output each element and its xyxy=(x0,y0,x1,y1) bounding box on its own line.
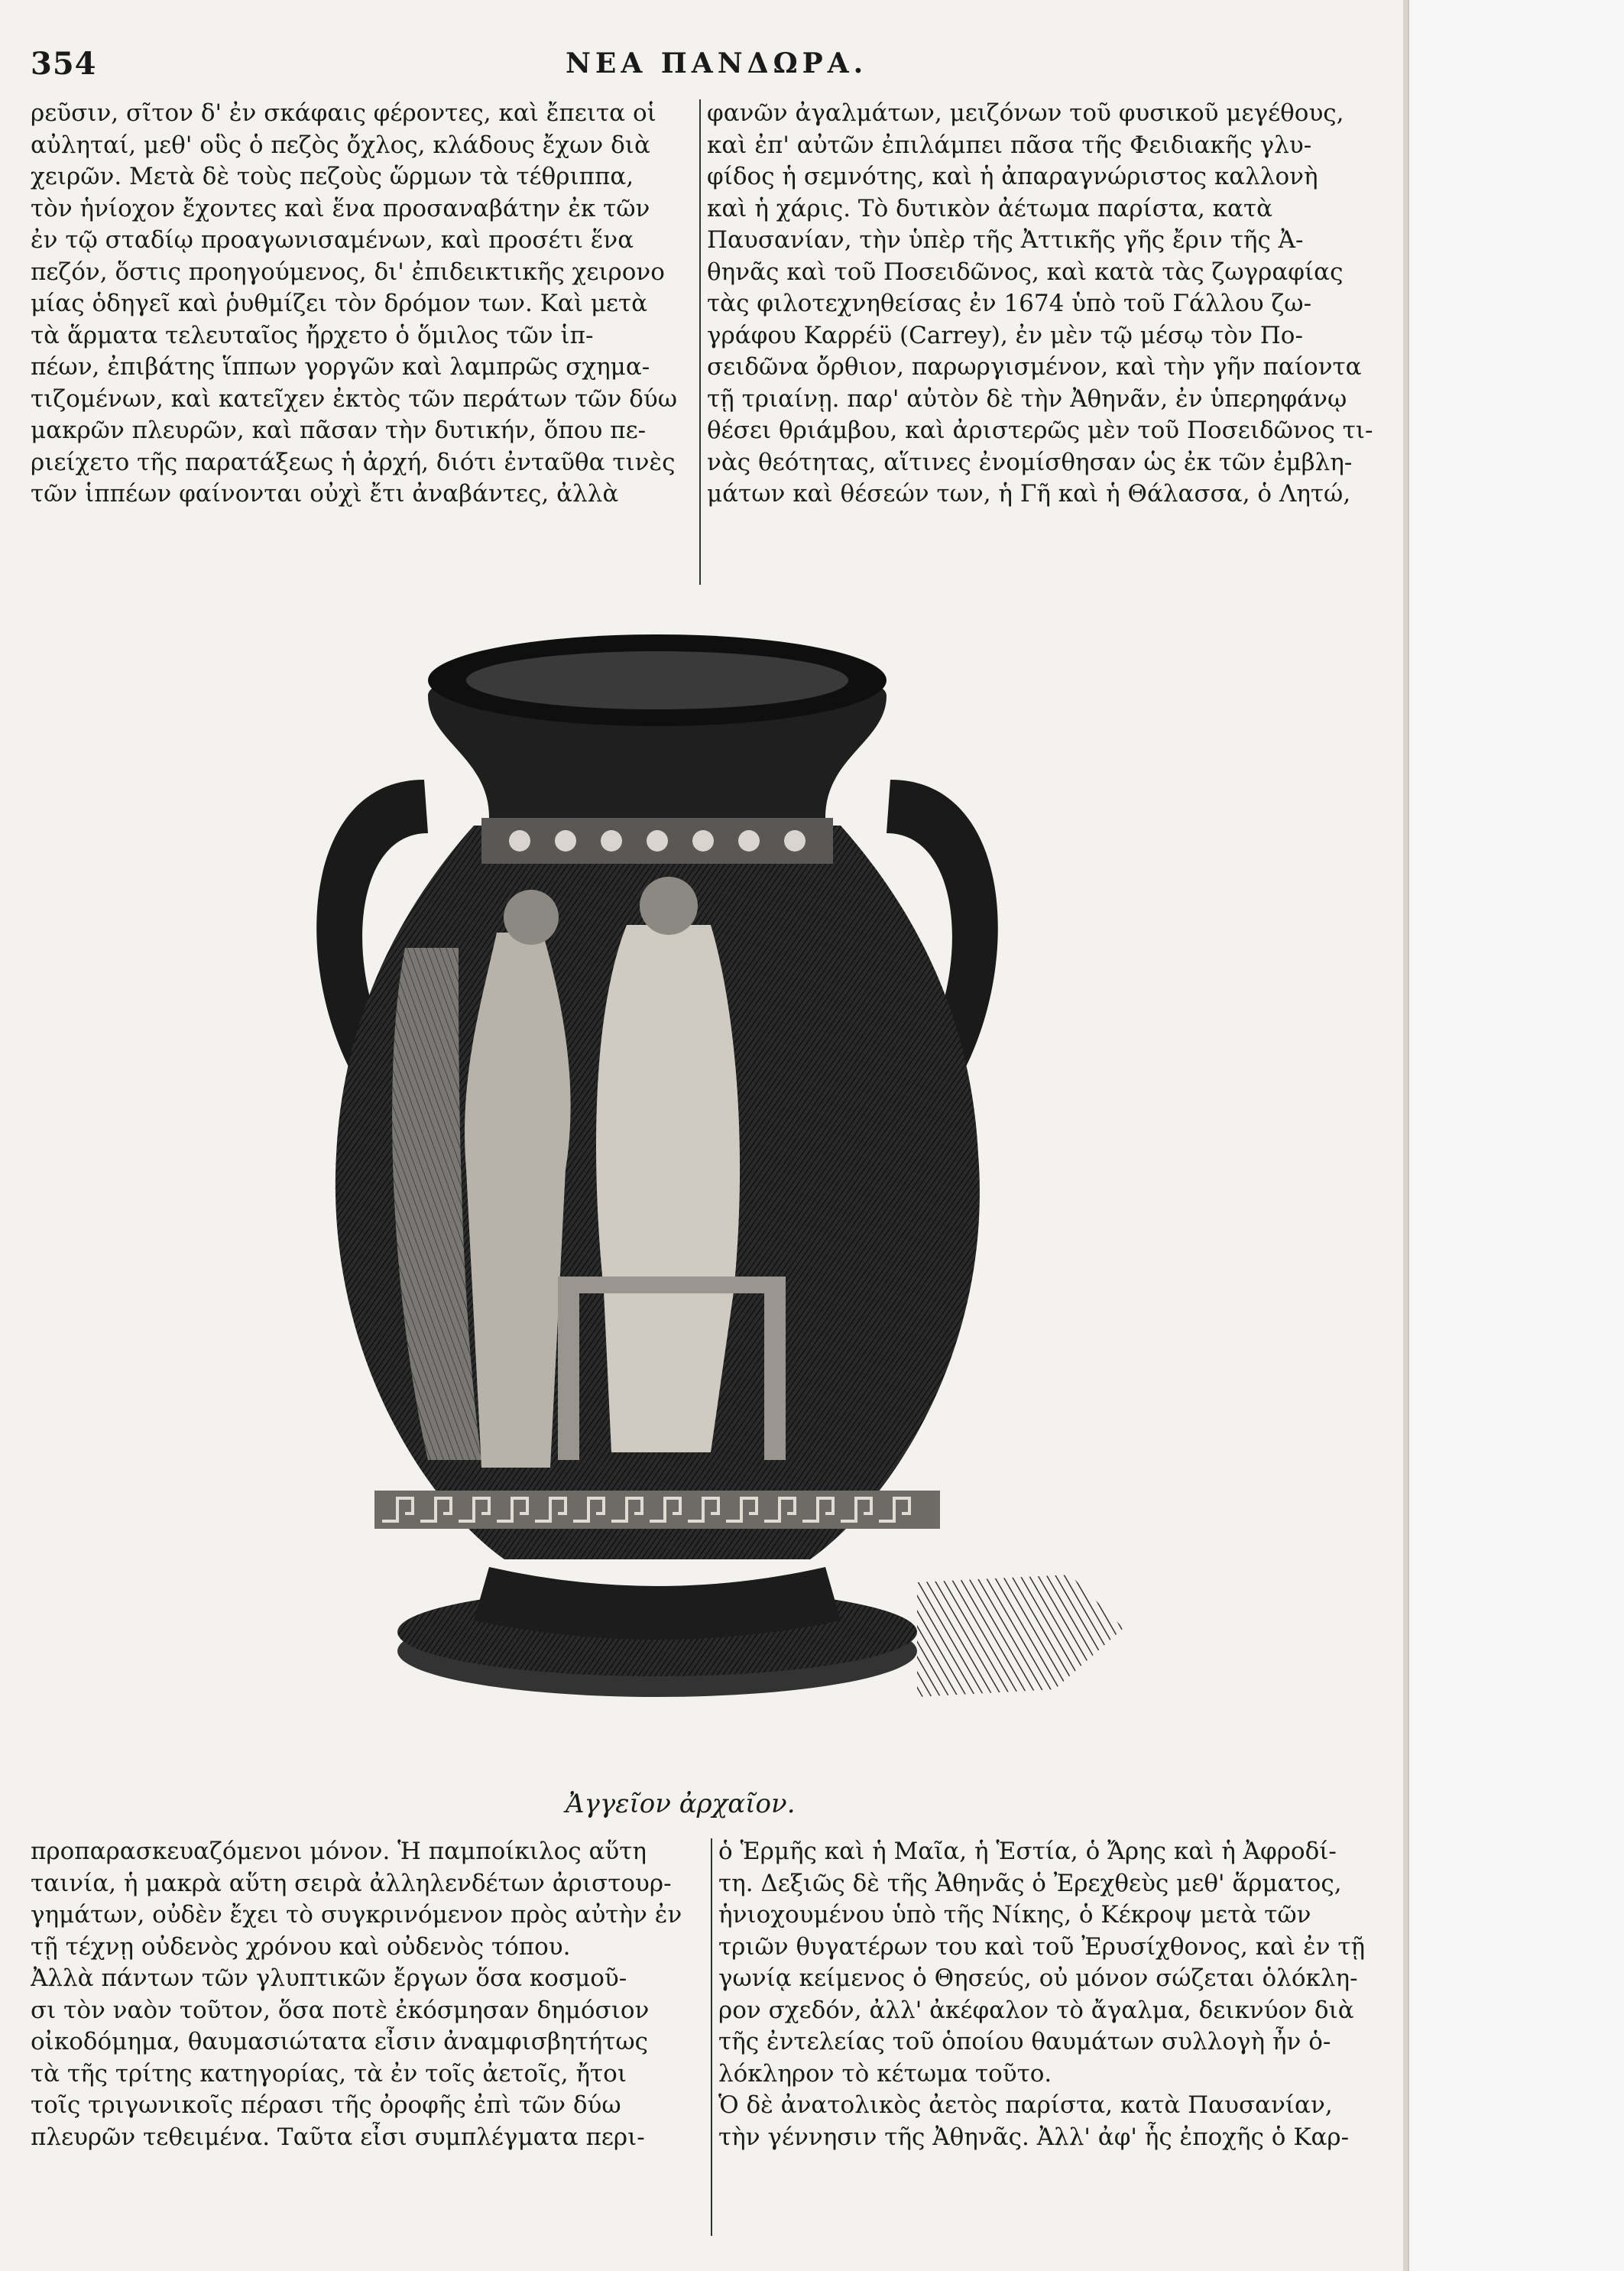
bottom-left-column xyxy=(31,1836,703,2153)
page-header xyxy=(31,46,1376,92)
text-line: μακρῶν πλευρῶν, καὶ πᾶσαν τὴν δυτικήν, ὅπου πε- xyxy=(31,417,647,444)
text-line: καὶ ἡ χάρις. Τὸ δυτικὸν ἀέτωμα παρίστα, κατὰ xyxy=(707,194,1273,222)
text-line: σειδῶνα ὄρθιον, παρωργισμένον, καὶ τὴν γῆν παίοντα xyxy=(707,353,1362,381)
text-line: τῶν ἱππέων φαίνονται οὐχὶ ἔτι ἀναβάντες, ἀλλὰ xyxy=(31,480,619,508)
text-line: Παυσανίαν, τὴν ὑπὲρ τῆς Ἀττικῆς γῆς ἔριν τῆς Ἀ- xyxy=(707,226,1304,254)
vase-shadow xyxy=(917,1575,1123,1697)
text-line: τὰ τῆς τρίτης κατηγορίας, τὰ ἐν τοῖς ἀετοῖς, ἤτοι xyxy=(31,2059,627,2088)
text-line: τριῶν θυγατέρων του καὶ τοῦ Ἐρυσίχθονος, καὶ ἐν τῇ xyxy=(718,1932,1366,1961)
text-line: τη. Δεξιῶς δὲ τῆς Ἀθηνᾶς ὁ Ἐρεχθεὺς μεθ' ἅρματος, xyxy=(718,1869,1342,1897)
text-line: Ὁ δὲ ἀνατολικὸς ἀετὸς παρίστα, κατὰ Παυσανίαν, xyxy=(718,2091,1333,2119)
text-line: αὐληταί, μεθ' οὓς ὁ πεζὸς ὄχλος, κλάδους ἔχων διὰ xyxy=(31,131,650,159)
top-right-column xyxy=(707,98,1376,511)
text-line: τῇ τέχνῃ οὐδενὸς χρόνου καὶ οὐδενὸς τόπου. xyxy=(31,1932,571,1961)
text-line: γημάτων, οὐδὲν ἔχει τὸ συγκρινόμενον πρὸς αὐτὴν ἐν xyxy=(31,1901,682,1929)
text-line: τὰ ἅρματα τελευταῖος ἤρχετο ὁ ὅμιλος τῶν ἱπ- xyxy=(31,321,594,349)
text-line: τῆς ἐντελείας τοῦ ὁποίου θαυμάτων συλλογὴ ἦν ὁ- xyxy=(718,2028,1331,2055)
text-line: χειρῶν. Μετὰ δὲ τοὺς πεζοὺς ὥρμων τὰ τέθριππα, xyxy=(31,163,634,190)
text-line: φίδος ἡ σεμνότης, καὶ ἡ ἀπαραγνώριστος καλλονὴ xyxy=(707,163,1318,190)
text-line: γωνίᾳ κείμενος ὁ Θησεύς, οὐ μόνον σώζεται ὁλόκλη- xyxy=(718,1964,1358,1992)
text-line: τὴν γέννησιν τῆς Ἀθηνᾶς. Ἀλλ' ἀφ' ἧς ἐποχῆς ὁ Καρ- xyxy=(718,2123,1350,2151)
text-line: ἡνιοχουμένου ὑπὸ τῆς Νίκης, ὁ Κέκροψ μετὰ τῶν xyxy=(718,1901,1311,1929)
text-line: ριείχετο τῆς παρατάξεως ἡ ἀρχή, διότι ἐνταῦθα τινὲς xyxy=(31,448,676,476)
text-line: θέσει θριάμβου, καὶ ἀριστερῶς μὲν τοῦ Ποσειδῶνος τι- xyxy=(707,417,1373,444)
text-line: τοῖς τριγωνικοῖς πέρασι τῆς ὀροφῆς ἐπὶ τῶν δύω xyxy=(31,2091,621,2119)
text-line: θηνᾶς καὶ τοῦ Ποσειδῶνος, καὶ κατὰ τὰς ζωγραφίας xyxy=(707,258,1344,286)
text-line: ἐν τῷ σταδίῳ προαγωνισαμένων, καὶ προσέτι ἕνα xyxy=(31,226,634,254)
text-line: νὰς θεότητας, αἵτινες ἐνομίσθησαν ὡς ἐκ τῶν ἐμβλη- xyxy=(707,448,1353,476)
text-line: γράφου Καρρέϋ (Carrey), ἐν μὲν τῷ μέσῳ τὸν Πο- xyxy=(707,321,1303,349)
text-line: καὶ ἐπ' αὐτῶν ἐπιλάμπει πᾶσα τῆς Φειδιακῆς γλυ- xyxy=(707,131,1312,159)
column-divider xyxy=(711,1838,712,2236)
text-line: μίας ὁδηγεῖ καὶ ῥυθμίζει τὸν δρόμον των. Καὶ μετὰ xyxy=(31,290,648,317)
text-line: προπαρασκευαζόμενοι μόνον. Ἡ παμποίκιλος αὕτη xyxy=(31,1838,647,1865)
text-line: ρεῦσιν, σῖτον δ' ἐν σκάφαις φέροντες, καὶ ἔπειτα οἱ xyxy=(31,99,656,127)
text-line: πεζόν, ὅστις προηγούμενος, δι' ἐπιδεικτικῆς χειρονο xyxy=(31,258,665,286)
text-line: πέων, ἐπιβάτης ἵππων γοργῶν καὶ λαμπρῶς σχημα- xyxy=(31,353,650,381)
running-head: ΝΕΑ ΠΑΝΔΩΡΑ. xyxy=(566,47,868,79)
page-number: 354 xyxy=(31,46,97,82)
figure-caption: Ἀγγεῖον ἀρχαῖον. xyxy=(566,1789,796,1819)
top-left-column xyxy=(31,98,695,511)
text-line: τὸν ἡνίοχον ἔχοντες καὶ ἕνα προσαναβάτην ἐκ τῶν xyxy=(31,194,650,222)
text-line: σι τὸν ναὸν τοῦτον, ὅσα ποτὲ ἐκόσμησαν δημόσιον xyxy=(31,1996,650,2024)
text-line: τιζομένων, καὶ κατεῖχεν ἐκτὸς τῶν περάτων τῶν δύω xyxy=(31,384,677,413)
text-line: ὁ Ἑρμῆς καὶ ἡ Μαῖα, ἡ Ἑστία, ὁ Ἄρης καὶ ἡ Ἀφροδί- xyxy=(718,1838,1337,1865)
text-line: Ἀλλὰ πάντων τῶν γλυπτικῶν ἔργων ὅσα κοσμοῦ- xyxy=(31,1964,627,1992)
column-divider xyxy=(699,99,701,585)
text-line: πλευρῶν τεθειμένα. Ταῦτα εἶσι συμπλέγματα περι- xyxy=(31,2123,645,2151)
text-line: τῇ τριαίνῃ. παρ' αὐτὸν δὲ τὴν Ἀθηνᾶν, ἐν ὑπερηφάνῳ xyxy=(707,384,1347,413)
text-line: μάτων καὶ θέσεών των, ἡ Γῆ καὶ ἡ Θάλασσα, ὁ Λητώ, xyxy=(707,480,1351,508)
vase-illustration xyxy=(229,604,1314,1796)
text-line: λόκληρον τὸ κέτωμα τοῦτο. xyxy=(718,2059,1052,2088)
text-line: ταινία, ἡ μακρὰ αὕτη σειρὰ ἀλληλενδέτων ἀριστουρ- xyxy=(31,1869,672,1897)
bottom-right-column xyxy=(718,1836,1376,2153)
page-margin xyxy=(1408,0,1624,2271)
text-line: τὰς φιλοτεχνηθείσας ἐν 1674 ὑπὸ τοῦ Γάλλου ζω- xyxy=(707,290,1312,317)
amphora-engraving xyxy=(229,604,1314,1796)
text-line: οἰκοδόμημα, θαυμασιώτατα εἶσιν ἀναμφισβητήτως xyxy=(31,2028,648,2055)
text-line: ρον σχεδόν, ἀλλ' ἀκέφαλον τὸ ἄγαλμα, δεικνύον διὰ xyxy=(718,1996,1354,2024)
text-line: φανῶν ἀγαλμάτων, μειζόνων τοῦ φυσικοῦ μεγέθους, xyxy=(707,99,1344,127)
